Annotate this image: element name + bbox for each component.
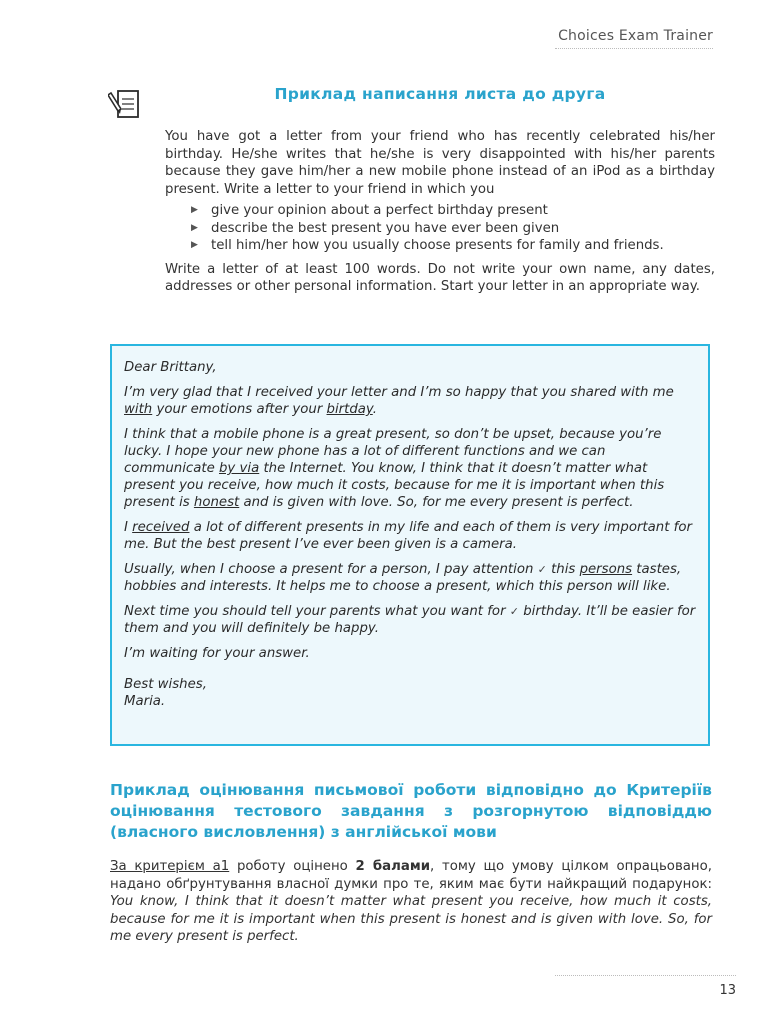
error-underline: honest <box>193 495 240 510</box>
error-underline: persons <box>579 562 633 577</box>
assessment-heading: Приклад оцінювання письмової роботи відповідно до Критеріїв оцінювання тестового завдання з розгорнутою відповіддю (власного висловлення) з англійської мови <box>110 781 712 841</box>
checkmark-icon: ✓ <box>537 563 547 576</box>
score: 2 балами <box>355 859 431 874</box>
checkmark-icon: ✓ <box>509 605 519 618</box>
letter-paragraph: I’m very glad that I received your letter and I’m so happy that you shared with me with your emotions after your birtday. <box>124 385 674 417</box>
letter-paragraph: I’m waiting for your answer. <box>124 646 310 661</box>
error-underline: birtday <box>326 402 373 417</box>
page-number: 13 <box>719 983 736 998</box>
header-divider <box>555 48 713 49</box>
task-intro: You have got a letter from your friend who has recently celebrated his/her birthday. He/she writes that he/she is very disappointed with his/her parents because they gave him/her a new mobile phone instead of an iPod as a birthday present. Write a letter to your friend in which you <box>165 129 715 197</box>
assessment-quote: You know, I think that it doesn’t matter what present you receive, how much it costs, because for me it is important when this present is honest and is given with love. So, for me every present is perfect. <box>110 894 712 944</box>
error-underline: received <box>132 520 190 535</box>
task-bullet: ▶ give your opinion about a perfect birthday present <box>191 203 548 218</box>
task-heading: Приклад написання листа до друга <box>274 85 606 103</box>
task-bullet: ▶ describe the best present you have ever been given <box>191 220 560 236</box>
sample-letter-box <box>110 344 710 746</box>
error-underline: with <box>124 402 153 417</box>
note-pencil-icon <box>108 87 144 121</box>
bullet-arrow-icon: ▶ <box>191 222 198 233</box>
header-title: Choices Exam Trainer <box>558 28 713 44</box>
assessment-text: За критерієм а1 роботу оцінено 2 балами, тому що умову цілком опрацьовано, надано обґрунтування власної думки про те, яким має бути найкращий подарунок: You know, I think that it doesn’t matter what present you receive, how much it costs, because for me it is important when this present is honest and is given with love. So, for me every present is perfect. <box>110 859 712 944</box>
task-section <box>165 128 715 296</box>
letter-signature: Maria. <box>124 694 166 709</box>
task-bullet-list <box>165 202 715 255</box>
letter-greeting: Dear Brittany, <box>124 360 217 375</box>
letter-paragraph: Usually, when I choose a present for a person, I pay attention ✓ this persons tastes, hobbies and interests. It helps me to choose a present, which this person will like. <box>124 562 682 594</box>
error-underline: by via <box>218 461 260 476</box>
letter-paragraph: I think that a mobile phone is a great present, so don’t be upset, because you’re lucky. I hope your new phone has a lot of different functions and we can communicate by via the Internet. You know, I think that it doesn’t matter what present you receive, how much it costs, because for me it is important when this present is honest and is given with love. So, for me every present is perfect. <box>124 427 665 510</box>
letter-paragraph: I received a lot of different presents in my life and each of them is very important for me. But the best present I’ve ever been given is a camera. <box>124 520 692 552</box>
task-bullet: ▶ tell him/her how you usually choose presents for family and friends. <box>191 238 664 253</box>
bullet-arrow-icon: ▶ <box>191 240 198 250</box>
criterion-label: За критерієм а1 <box>110 859 230 874</box>
bullet-arrow-icon: ▶ <box>191 205 198 215</box>
letter-closing: Best wishes, Maria. <box>124 677 207 709</box>
footer-divider <box>555 975 736 976</box>
task-instructions: Write a letter of at least 100 words. Do not write your own name, any dates, addresses or other personal information. Start your letter in an appropriate way. <box>165 261 715 294</box>
letter-paragraph: Next time you should tell your parents what you want for ✓ birthday. It’ll be easier for them and you will definitely be happy. <box>124 604 696 636</box>
